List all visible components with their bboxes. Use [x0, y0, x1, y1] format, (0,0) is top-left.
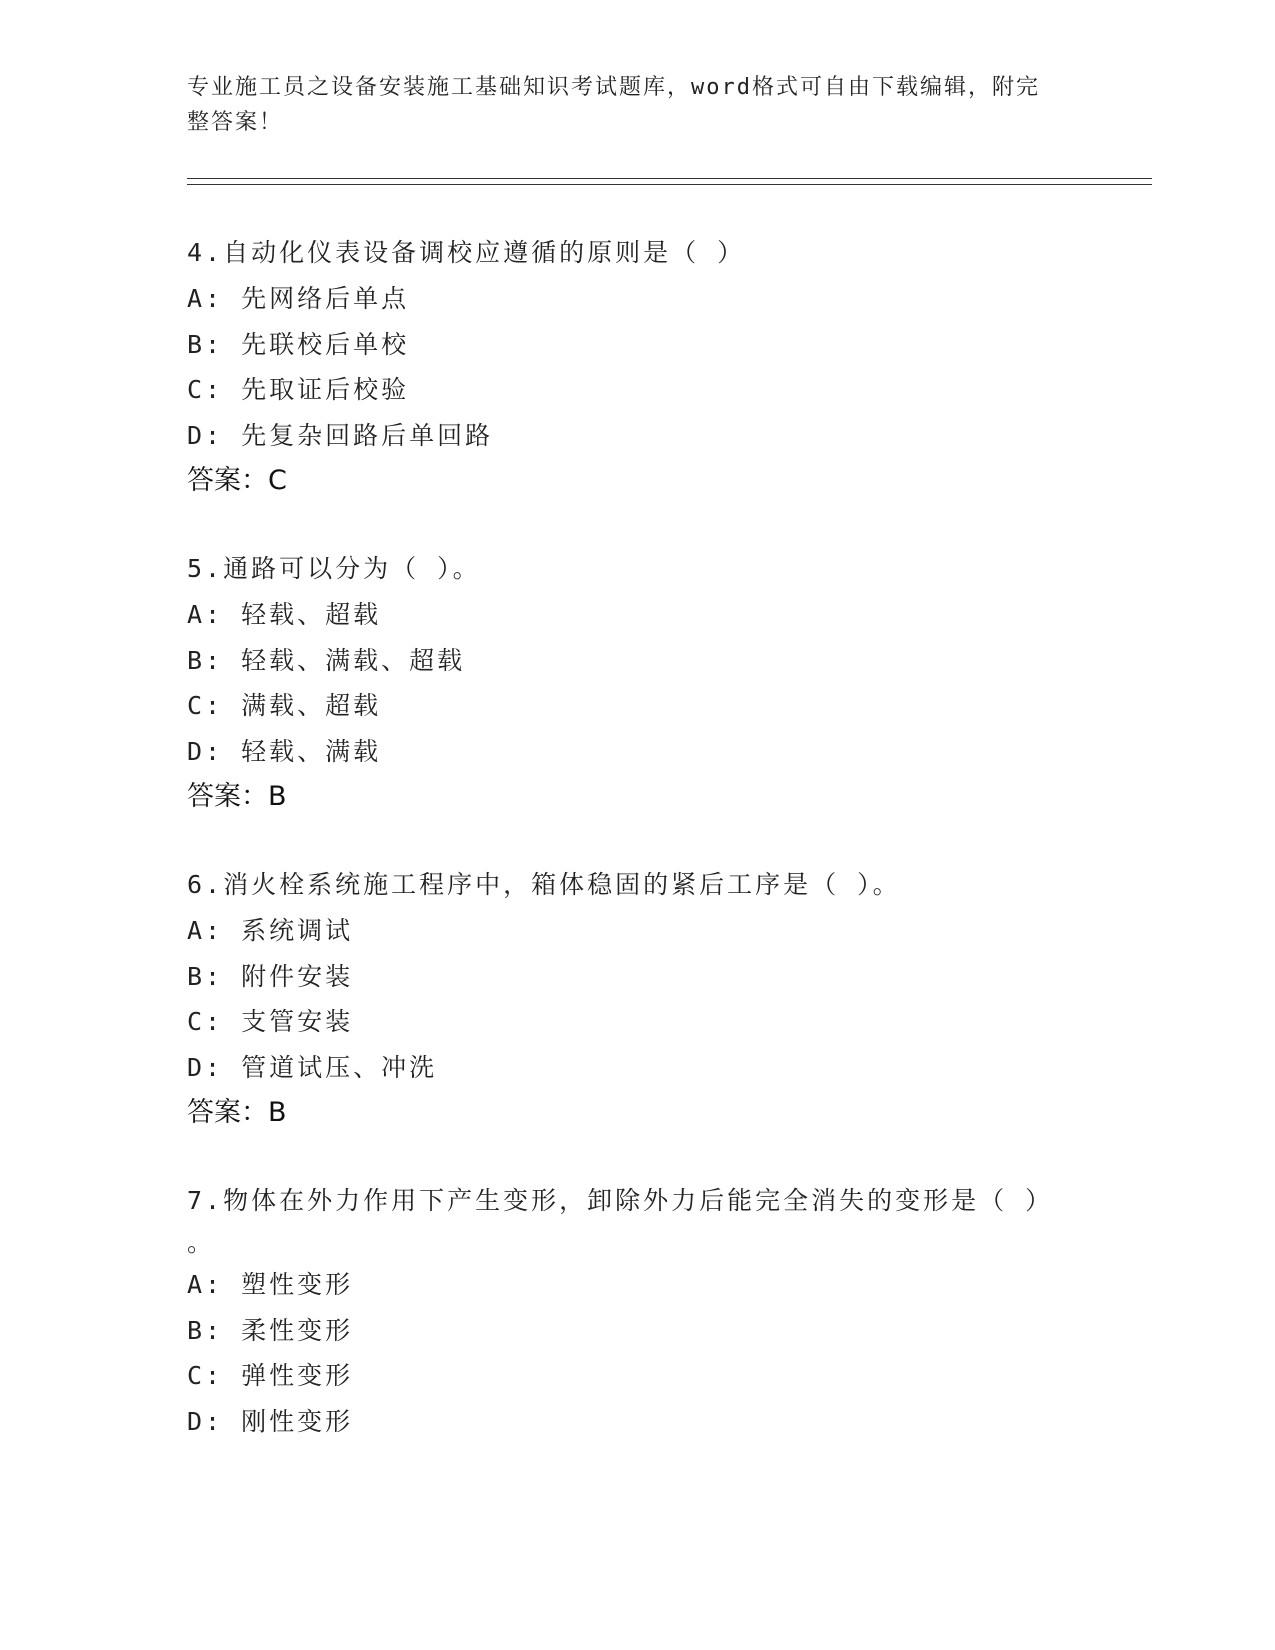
option-letter: B: [187, 329, 224, 359]
option-a [187, 1262, 1152, 1308]
option-text: 轻载、满载、超载 [241, 645, 466, 675]
option-letter: A: [187, 916, 224, 945]
option-text: 先联校后单校 [241, 329, 410, 359]
question-6 [187, 862, 1152, 1136]
question-text: 7.物体在外力作用下产生变形，卸除外力后能完全消失的变形是（ ） [187, 1186, 1054, 1215]
header-double-rule [187, 178, 1152, 185]
option-c [187, 683, 1152, 729]
option-letter: D: [187, 1406, 224, 1436]
question-text: 6.消火栓系统施工程序中，箱体稳固的紧后工序是（ ）。 [187, 870, 901, 899]
question-text: 4.自动化仪表设备调校应遵循的原则是（ ） [187, 238, 746, 267]
option-letter: A: [187, 284, 224, 313]
question-5 [187, 546, 1152, 820]
option-text: 支管安装 [241, 1007, 354, 1036]
option-letter: B: [187, 645, 224, 675]
option-text: 刚性变形 [241, 1406, 354, 1436]
option-d [187, 1399, 1152, 1445]
option-text: 先网络后单点 [241, 284, 410, 313]
option-text: 管道试压、冲洗 [241, 1052, 438, 1082]
option-letter: C: [187, 375, 224, 404]
option-d [187, 729, 1152, 775]
answer-line: 答案：C [187, 465, 287, 496]
option-a [187, 276, 1152, 322]
option-letter: D: [187, 420, 224, 450]
option-text: 先取证后校验 [241, 375, 410, 404]
question-text-continuation: 。 [187, 1228, 213, 1257]
option-letter: D: [187, 736, 224, 766]
option-b [187, 638, 1152, 684]
option-text: 轻载、超载 [241, 600, 382, 629]
option-text: 弹性变形 [241, 1361, 354, 1390]
option-text: 系统调试 [241, 916, 354, 945]
option-c [187, 367, 1152, 413]
header-line-1: 专业施工员之设备安装施工基础知识考试题库，word格式可自由下载编辑，附完 [187, 75, 1040, 100]
option-d [187, 413, 1152, 459]
question-text: 5.通路可以分为（ ）。 [187, 554, 481, 583]
option-letter: D: [187, 1052, 224, 1082]
option-letter: C: [187, 1361, 224, 1390]
option-a [187, 592, 1152, 638]
option-text: 轻载、满载 [241, 736, 382, 766]
answer-line: 答案：B [187, 1097, 287, 1128]
option-text: 满载、超载 [241, 691, 382, 720]
option-letter: B: [187, 1315, 224, 1345]
option-c [187, 999, 1152, 1045]
option-text: 先复杂回路后单回路 [241, 420, 494, 450]
option-b [187, 322, 1152, 368]
option-letter: C: [187, 1007, 224, 1036]
header-line-2: 整答案！ [187, 110, 284, 135]
option-a [187, 908, 1152, 954]
option-text: 柔性变形 [241, 1315, 354, 1345]
option-d [187, 1045, 1152, 1091]
question-7 [187, 1178, 1152, 1444]
option-c [187, 1353, 1152, 1399]
answer-line: 答案：B [187, 781, 287, 812]
option-text: 附件安装 [241, 961, 354, 991]
option-letter: C: [187, 691, 224, 720]
option-b [187, 954, 1152, 1000]
option-letter: A: [187, 600, 224, 629]
option-b [187, 1308, 1152, 1354]
question-4 [187, 230, 1152, 504]
option-letter: B: [187, 961, 224, 991]
option-letter: A: [187, 1270, 224, 1299]
option-text: 塑性变形 [241, 1270, 354, 1299]
document-header [187, 70, 1067, 140]
